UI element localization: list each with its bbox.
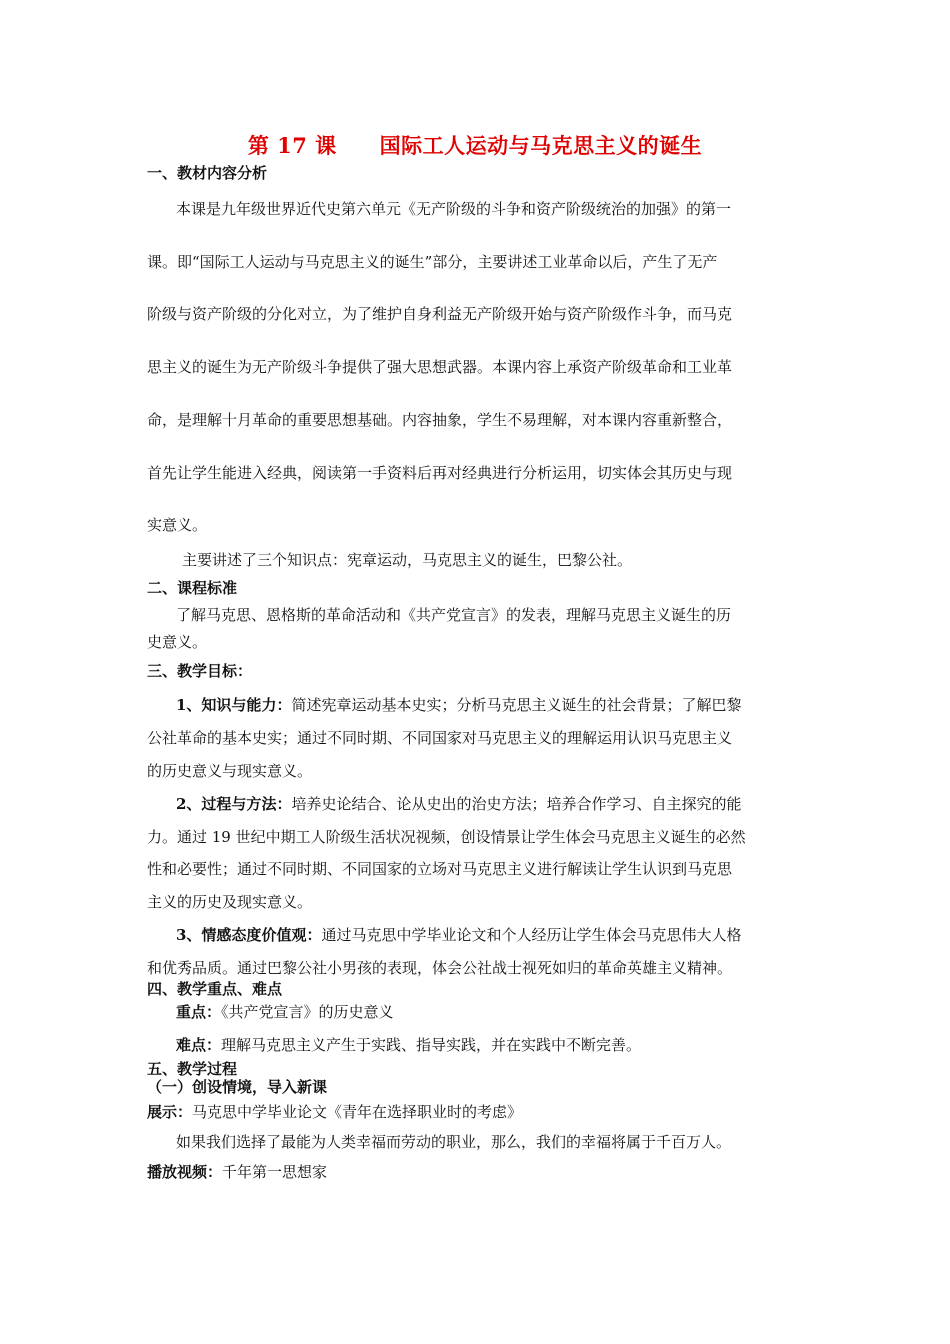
show-label: 展示： (147, 1103, 193, 1121)
section-4-heading: 四、教学重点、难点 (147, 980, 283, 998)
paragraph-line: 本课是九年级世界近代史第六单元《无产阶级的斗争和资产阶级统治的加强》的第一 (176, 200, 732, 218)
goal-3-text: 通过马克思中学毕业论文和个人经历让学生体会马克思伟大人格 (321, 926, 742, 944)
key-point-text: 《共产党宣言》的历史意义 (221, 1003, 394, 1021)
video-label: 播放视频： (147, 1163, 223, 1181)
goal-3-line (176, 924, 741, 945)
key-point-line (176, 1001, 394, 1022)
paragraph-line: 力。通过 19 世纪中期工人阶级生活状况视频，创设情景让学生体会马克思主义诞生的必然 (147, 828, 746, 846)
paragraph-line: 首先让学生能进入经典，阅读第一手资料后再对经典进行分析运用，切实体会其历史与现 (147, 464, 733, 482)
goal-1-text: 简述宪章运动基本史实；分析马克思主义诞生的社会背景；了解巴黎 (291, 696, 742, 714)
goal-2-line (176, 793, 741, 814)
difficult-point-line (176, 1034, 641, 1055)
goal-1-line (176, 694, 741, 715)
quote-line: 如果我们选择了最能为人类幸福而劳动的职业，那么，我们的幸福将属于千百万人。 (176, 1133, 732, 1151)
paragraph-line: 性和必要性；通过不同时期、不同国家的立场对马克思主义进行解读让学生认识到马克思 (147, 860, 733, 878)
paragraph-line: 史意义。 (147, 633, 208, 651)
video-text: 千年第一思想家 (222, 1163, 328, 1181)
paragraph-line: 课。即“国际工人运动与马克思主义的诞生”部分，主要讲述工业革命以后，产生了无产 (147, 253, 718, 271)
show-line (147, 1101, 522, 1122)
video-line (147, 1161, 327, 1182)
section-1-heading: 一、教材内容分析 (147, 164, 268, 182)
paragraph-line: 的历史意义与现实意义。 (147, 762, 313, 780)
goal-1-label: 1、知识与能力： (176, 696, 292, 714)
show-text: 马克思中学毕业论文《青年在选择职业时的考虑》 (192, 1103, 523, 1121)
paragraph-line: 公社革命的基本史实；通过不同时期、不同国家对马克思主义的理解运用认识马克思主义 (147, 729, 733, 747)
key-point-label: 重点： (176, 1003, 222, 1021)
section-2-heading: 二、课程标准 (147, 579, 238, 597)
paragraph-line: 了解马克思、恩格斯的革命活动和《共产党宣言》的发表，理解马克思主义诞生的历 (176, 606, 732, 624)
summary-line: 主要讲述了三个知识点：宪章运动，马克思主义的诞生，巴黎公社。 (182, 551, 633, 569)
subsection-heading: （一）创设情境，导入新课 (147, 1078, 328, 1096)
goal-2-text: 培养史论结合、论从史出的治史方法；培养合作学习、自主探究的能 (291, 795, 742, 813)
section-5-heading: 五、教学过程 (147, 1060, 238, 1078)
goal-3-label: 3、情感态度价值观： (176, 926, 322, 944)
goal-2-label: 2、过程与方法： (176, 795, 292, 813)
paragraph-line: 主义的历史及现实意义。 (147, 893, 313, 911)
difficult-point-label: 难点： (176, 1036, 222, 1054)
section-3-heading: 三、教学目标： (147, 662, 253, 680)
paragraph-line: 实意义。 (147, 516, 208, 534)
page-title: 第 17 课 国际工人运动与马克思主义的诞生 (247, 133, 703, 158)
difficult-point-text: 理解马克思主义产生于实践、指导实践，并在实践中不断完善。 (221, 1036, 642, 1054)
paragraph-line: 思主义的诞生为无产阶级斗争提供了强大思想武器。本课内容上承资产阶级革命和工业革 (147, 358, 733, 376)
paragraph-line: 阶级与资产阶级的分化对立，为了维护自身利益无产阶级开始与资产阶级作斗争，而马克 (147, 305, 733, 323)
paragraph-line: 和优秀品质。通过巴黎公社小男孩的表现，体会公社战士视死如归的革命英雄主义精神。 (147, 959, 733, 977)
paragraph-line: 命，是理解十月革命的重要思想基础。内容抽象，学生不易理解，对本课内容重新整合， (147, 411, 733, 429)
